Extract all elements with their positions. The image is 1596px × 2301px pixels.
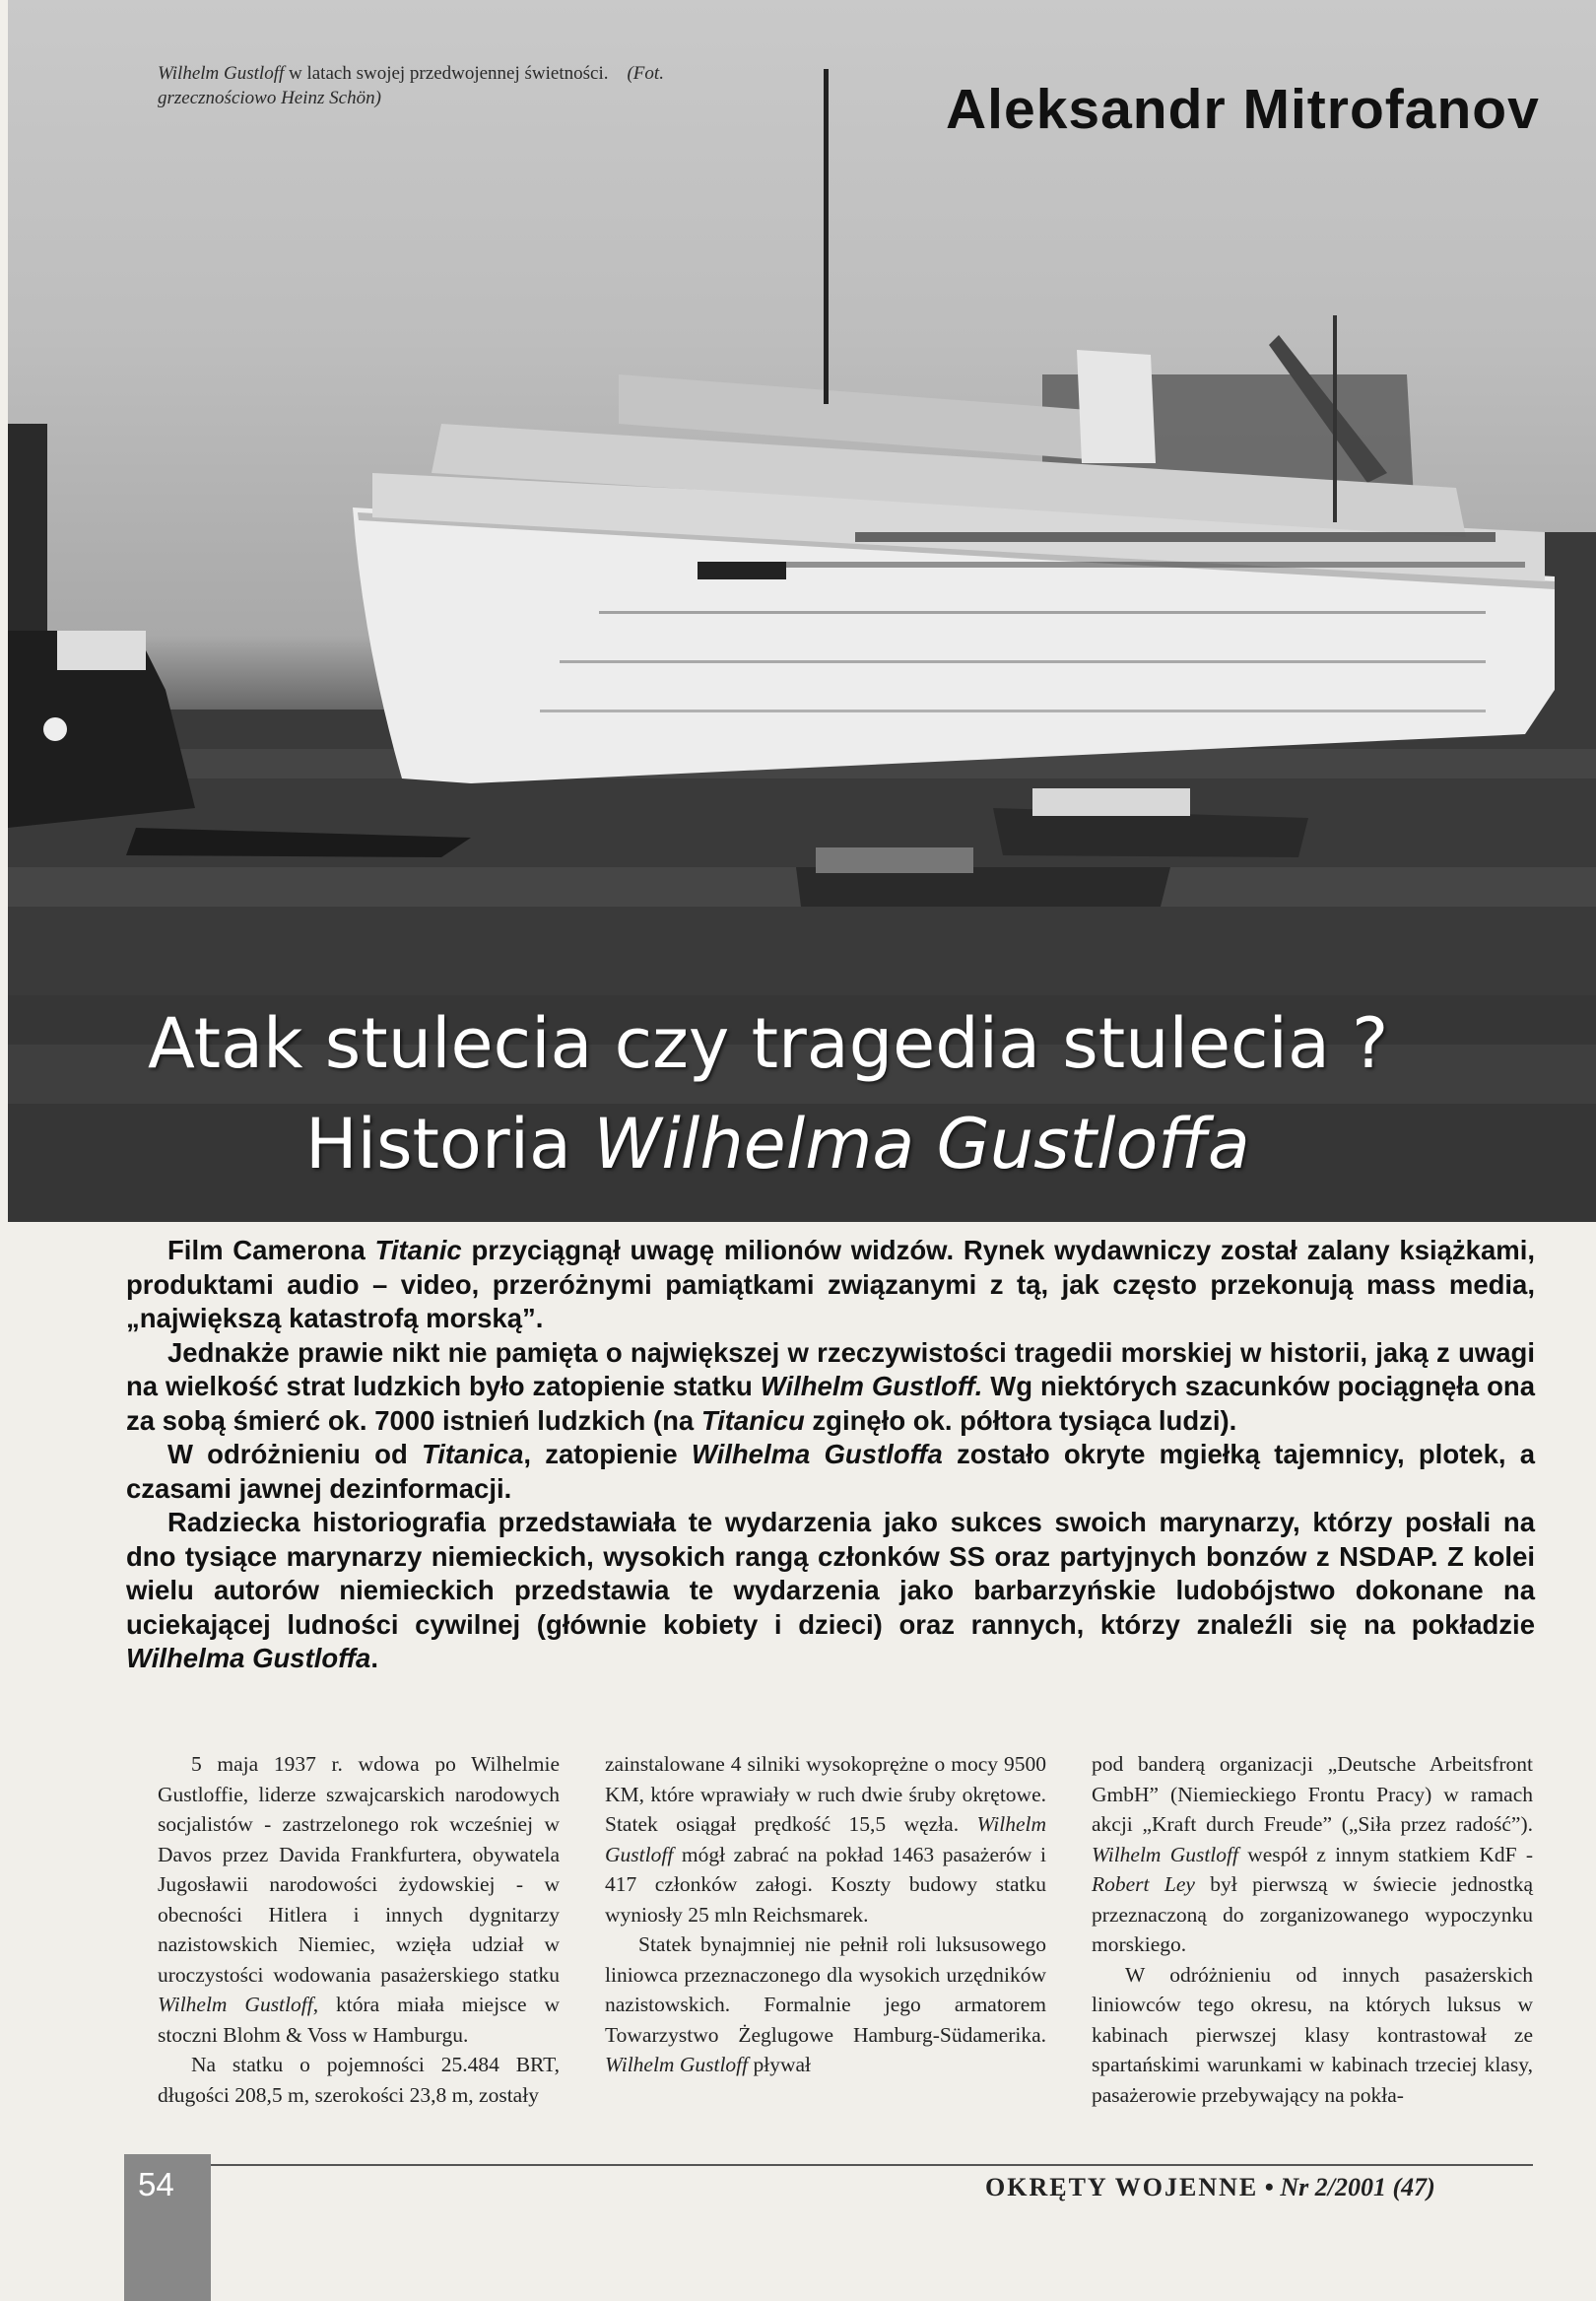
issue-number: Nr 2/2001 (47): [1280, 2173, 1435, 2201]
article-lead: [126, 1234, 1535, 1676]
page-number: 54: [138, 2166, 174, 2202]
lead-paragraph: W odróżnieniu od Titanica, zatopienie Wilhelma Gustloffa zostało okryte mgiełką tajemnicy, plotek, a czasami jawnej dezinformacji.: [126, 1439, 1535, 1504]
article-title-line1: Atak stulecia czy tragedia stulecia ?: [148, 1003, 1389, 1084]
lead-paragraph: Film Camerona Titanic przyciągnął uwagę milionów widzów. Rynek wydawniczy został zalany książkami, produktami audio – video, przeróżnymi pamiątkami związanymi z tą, jak często przekonują mass media, „największą katastrofą morską”.: [126, 1235, 1535, 1333]
body-paragraph: pod banderą organizacji „Deutsche Arbeitsfront GmbH” (Niemieckiego Frontu Pracy) w ramach akcji „Kraft durch Freude” („Siła przez radość”). Wilhelm Gustloff wespół z innym statkiem KdF - Robert Ley był pierwszą w świecie jednostką przeznaczoną do zorganizowanego wypoczynku morskiego.: [1092, 1752, 1534, 1956]
article-title-line2: Historia Wilhelma Gustloffa: [305, 1104, 1250, 1184]
footer-rule: [203, 2164, 1533, 2166]
body-column-2: [605, 1749, 1046, 2080]
magazine-footer: [985, 2173, 1435, 2202]
footer-bullet: •: [1264, 2173, 1274, 2201]
lead-paragraph: Jednakże prawie nikt nie pamięta o największej w rzeczywistości tragedii morskiej w historii, jaką z uwagi na wielkość strat ludzkich było zatopienie statku Wilhelm Gustloff. Wg niektórych szacunków pociągnęła ona za sobą śmierć ok. 7000 istnień ludzkich (na Titanicu zginęło ok. półtora tysiąca ludzi).: [126, 1336, 1536, 1436]
body-column-1: [158, 1749, 560, 2110]
body-paragraph: zainstalowane 4 silniki wysokoprężne o mocy 9500 KM, które wprawiały w ruch dwie śruby okrętowe. Statek osiągał prędkość 15,5 węzła. Wilhelm Gustloff mógł zabrać na pokład 1463 pasażerów i 417 członków załogi. Koszty budowy statku wyniosły 25 mln Reichsmarek.: [605, 1752, 1046, 1927]
photo-caption: Wilhelm Gustloff w latach swojej przedwojennej świetności. (Fot. grzecznościowo Heinz Schön): [158, 63, 664, 108]
body-paragraph: Na statku o pojemności 25.484 BRT, długości 208,5 m, szerokości 23,8 m, zostały: [158, 2053, 560, 2107]
body-paragraph: 5 maja 1937 r. wdowa po Wilhelmie Gustloffie, liderze szwajcarskich narodowych socjalistów - zastrzelonego rok wcześniej w Davos przez Davida Frankfurtera, obywatela Jugosławii narodowości żydowskiej - w obecności Hitlera i innych dygnitarzy nazistowskich Niemiec, wzięła udział w uroczystości wodowania pasażerskiego statku Wilhelm Gustloff, która miała miejsce w stoczni Blohm & Voss w Hamburgu.: [158, 1752, 561, 2047]
lead-paragraph: Radziecka historiografia przedstawiała te wydarzenia jako sukces swoich marynarzy, którzy posłali na dno tysiące marynarzy niemieckich, wysokich rangą członków SS oraz partyjnych bonzów z NSDAP. Z kolei wielu autorów niemieckich przedstawia te wydarzenia jako barbarzyńskie ludobójstwo dokonane na uciekającej ludności cywilnej (głównie kobiety i dzieci) oraz rannych, którzy znaleźli się na pokładzie Wilhelma Gustloffa.: [126, 1507, 1535, 1673]
body-paragraph: W odróżnieniu od innych pasażerskich liniowców tego okresu, na których luksus w kabinach pierwszej klasy kontrastował ze spartańskimi warunkami w kabinach trzeciej klasy, pasażerowie przebywający na pokła-: [1092, 1962, 1533, 2107]
body-paragraph: Statek bynajmniej nie pełnił roli luksusowego liniowca przeznaczonego dla wysokich urzędników nazistowskich. Formalnie jego armatorem Towarzystwo Żeglugowe Hamburg-Südamerika. Wilhelm Gustloff pływał: [605, 1932, 1046, 2076]
article-author: Aleksandr Mitrofanov: [946, 78, 1540, 141]
magazine-name: OKRĘTY WOJENNE: [985, 2173, 1259, 2201]
body-column-3: [1092, 1749, 1533, 2110]
